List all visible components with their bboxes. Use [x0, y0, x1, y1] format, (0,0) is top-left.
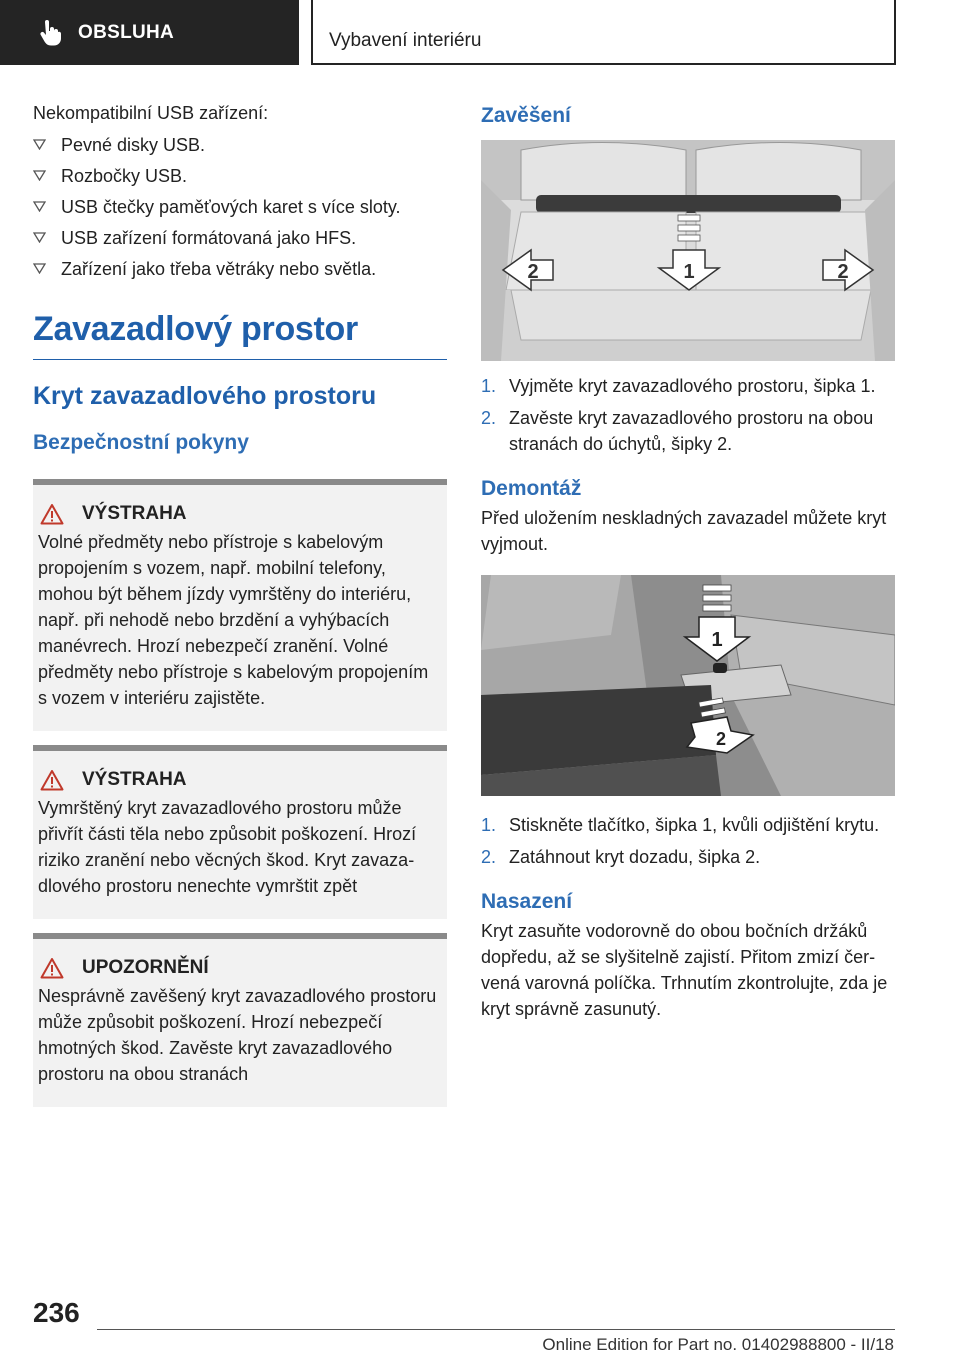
- right-column: [481, 100, 895, 1022]
- list-item: 2. Zatáhnout kryt dozadu, šipka 2.: [481, 847, 761, 867]
- heading-removal: Demontáž: [481, 477, 582, 500]
- list-item: Pevné disky USB.: [33, 132, 447, 158]
- usb-incompatible-list: [33, 132, 447, 282]
- cover-release-illustration: [481, 575, 895, 796]
- chapter-title: Vybavení interiéru: [311, 0, 896, 65]
- fig1-label-1: 1: [683, 261, 695, 283]
- page-number: 236: [33, 1297, 80, 1328]
- triangle-bullet-icon: [33, 201, 46, 212]
- fig1-label-2a: 2: [527, 261, 539, 283]
- warning-triangle-icon: [40, 503, 64, 525]
- removal-steps: [481, 812, 895, 870]
- section-label: OBSLUHA: [78, 21, 175, 43]
- footer-divider: [97, 1329, 895, 1330]
- cargo-area-illustration: [481, 140, 895, 361]
- removal-text: Před uložením neskladných zavazadel můžete kryt vyjmout.: [481, 508, 887, 554]
- warning-text: Volné předměty nebo přístroje s kabelovým propojením s vozem, např. mobilní telefony, mohou být během jízdy vymrštěny do interiéru, např. při nehodě nebo brzdění a vyhýbacích manévrech. Hrozí nebezpečí zranění. Volné předměty nebo přístroje s kabelovým propojením s vozem v interiéru zajistěte.: [38, 532, 429, 708]
- warning-title: VÝSTRAHA: [82, 503, 187, 524]
- caution-text: Nesprávně zavěšený kryt zavazadlového prostoru může způsobit poškození. Hrozí nebezpečí hmotných škod. Zavěste kryt zavazadlového prostoru na obou stranách: [38, 986, 437, 1084]
- caution-title: UPOZORNĚNÍ: [82, 957, 209, 978]
- fig2-label-1: 1: [711, 629, 723, 651]
- fig1-label-2b: 2: [837, 261, 849, 283]
- heading-hanging: Zavěšení: [481, 104, 571, 127]
- triangle-bullet-icon: [33, 232, 46, 243]
- triangle-bullet-icon: [33, 139, 46, 150]
- list-item: Rozbočky USB.: [33, 163, 447, 189]
- heading-cargo-cover: Kryt zavazadlového prostoru: [33, 382, 377, 410]
- header-section-tab: [0, 0, 299, 65]
- figure-cargo-cover-removal: [481, 575, 895, 796]
- list-item: 2. Zavěste kryt zavazadlového prostoru na obou stranách do úchytů, šipky 2.: [481, 408, 874, 454]
- triangle-bullet-icon: [33, 263, 46, 274]
- warning-box: [33, 745, 447, 919]
- warning-title: VÝSTRAHA: [82, 769, 187, 790]
- footer-edition: Online Edition for Part no. 01402988800 - II/18: [542, 1335, 894, 1354]
- warning-triangle-icon: [40, 769, 64, 791]
- installation-text: Kryt zasuňte vodorovně do obou bočních držáků dopředu, až se slyšitelně zajistí. Přitom zmizí červená varovná políčka. Trhnutím zkontrolujte, zda je kryt správně zasunutý.: [481, 921, 888, 1019]
- usb-intro: Nekompatibilní USB zařízení:: [33, 103, 269, 123]
- warning-triangle-icon: [40, 957, 64, 979]
- heading-installation: Nasazení: [481, 890, 573, 913]
- list-item: Zařízení jako třeba větráky nebo světla.: [33, 256, 447, 282]
- fig2-label-2: 2: [715, 729, 727, 749]
- hand-pointer-icon: [34, 18, 64, 48]
- caution-box: [33, 933, 447, 1107]
- warning-text: Vymrštěný kryt zavazadlového prostoru může přivřít části těla nebo způsobit poškození. Hrozí riziko zranění nebo věcných škod. Kryt zavazadlového prostoru nenechte vymrštit zpět: [38, 798, 417, 896]
- list-item: USB zařízení formátovaná jako HFS.: [33, 225, 447, 251]
- list-item: USB čtečky paměťových karet s více sloty.: [33, 194, 447, 220]
- list-item: 1. Vyjměte kryt zavazadlového prostoru, šipka 1.: [481, 376, 876, 396]
- warning-box: [33, 479, 447, 731]
- heading-safety-notes: Bezpečnostní pokyny: [33, 431, 249, 454]
- triangle-bullet-icon: [33, 170, 46, 181]
- left-column: [33, 100, 447, 1107]
- list-item: 1. Stiskněte tlačítko, šipka 1, kvůli odjištění krytu.: [481, 815, 880, 835]
- figure-cargo-cover-hanging: [481, 140, 895, 361]
- hanging-steps: [481, 373, 895, 457]
- heading-luggage-compartment: Zavazadlový prostor: [33, 310, 447, 360]
